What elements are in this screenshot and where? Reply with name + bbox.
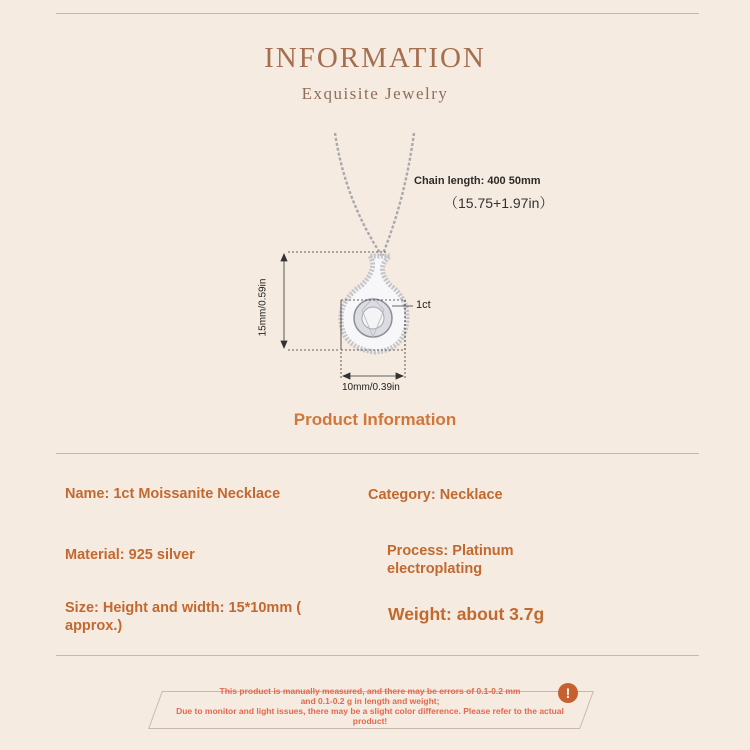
spec-process [387, 542, 514, 578]
chain-length-label: Chain length: 400 50mm [414, 175, 541, 187]
necklace-chain [335, 133, 414, 256]
bottom-divider [56, 655, 699, 656]
carat-label: 1ct [416, 299, 431, 311]
spec-name: Name: 1ct Moissanite Necklace [65, 486, 281, 502]
page-subtitle: Exquisite Jewelry [301, 84, 449, 103]
height-label: 15mm/0.59in [257, 278, 269, 337]
notice-line: and 0.1-0.2 g in length and weight; [300, 696, 440, 706]
notice-line: product! [352, 716, 388, 726]
spec-size-line1: Size: Height and width: 15*10mm ( [65, 600, 302, 616]
notice-line: This product is manually measured, and there may be errors of 0.1-0.2 mm [219, 686, 521, 696]
spec-process-line2: electroplating [387, 561, 483, 577]
section-divider [56, 453, 699, 454]
exclamation-icon: ! [558, 683, 578, 703]
section-title: Product Information [293, 410, 457, 429]
top-divider [56, 13, 699, 14]
width-label: 10mm/0.39in [342, 382, 400, 393]
spec-size-line2: approx.) [65, 618, 123, 634]
spec-material: Material: 925 silver [65, 547, 195, 563]
spec-size [65, 599, 301, 635]
spec-category: Category: Necklace [368, 487, 503, 503]
pendant [341, 256, 407, 352]
chain-length-inches: （15.75+1.97in） [444, 195, 554, 211]
necklace-diagram [250, 125, 490, 395]
notice-text [150, 686, 590, 726]
spec-weight: Weight: about 3.7g [388, 604, 545, 624]
notice-line: Due to monitor and light issues, there may be a slight color difference. Please refer to the actual [176, 706, 564, 716]
page-title: INFORMATION [264, 42, 486, 74]
spec-process-line1: Process: Platinum [387, 543, 514, 559]
